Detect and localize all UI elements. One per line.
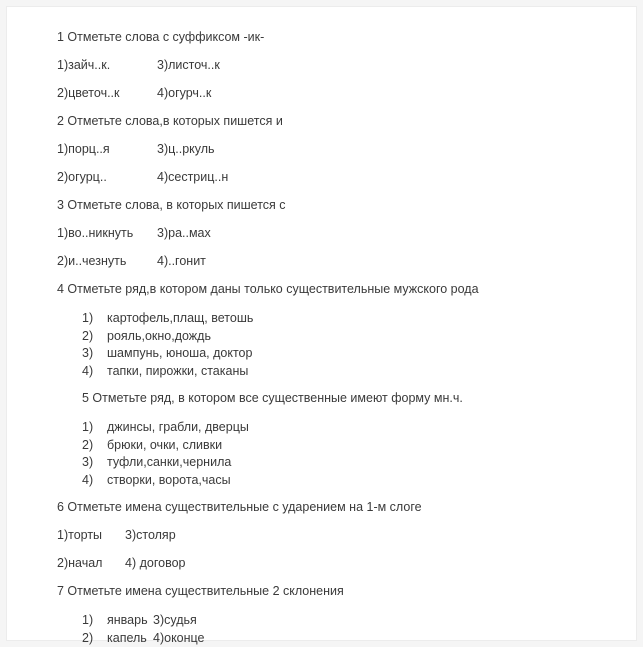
answer-option: 4) договор	[125, 556, 185, 570]
question-5-list	[82, 419, 601, 489]
item-text: январь	[107, 612, 153, 630]
list-item	[82, 328, 601, 346]
answer-option: 4)сестриц..н	[157, 170, 228, 184]
item-number: 2)	[82, 630, 107, 647]
question-1-answers-row-2	[57, 86, 601, 101]
question-2-answers-row-1	[57, 142, 601, 157]
item-text: рояль,окно,дождь	[107, 329, 211, 343]
question-5	[57, 391, 601, 489]
item-number: 3)	[82, 345, 107, 363]
answer-option: 1)зайч..к.	[57, 58, 157, 73]
answer-option: 3)листоч..к	[157, 58, 220, 72]
item-number: 4)	[82, 363, 107, 381]
item-number: 1)	[82, 419, 107, 437]
item-text: створки, ворота,часы	[107, 473, 231, 487]
item-text: шампунь, юноша, доктор	[107, 346, 252, 360]
question-7	[57, 584, 601, 647]
item-text: капель	[107, 630, 153, 647]
question-6-answers-row-1	[57, 528, 601, 543]
question-7-list	[82, 612, 601, 647]
answer-option: 2)и..чезнуть	[57, 254, 157, 269]
answer-option: 1)торты	[57, 528, 125, 543]
question-2-answers-row-2	[57, 170, 601, 185]
question-3-title: 3 Отметьте слова, в которых пишется с	[57, 198, 601, 213]
list-item	[82, 630, 601, 647]
answer-option: 2)цветоч..к	[57, 86, 157, 101]
question-2-title: 2 Отметьте слова,в которых пишется и	[57, 114, 601, 129]
question-3	[57, 198, 601, 269]
item-number: 2)	[82, 437, 107, 455]
question-1-answers-row-1	[57, 58, 601, 73]
answer-option: 4)..гонит	[157, 254, 206, 268]
question-6	[57, 500, 601, 571]
item-text: картофель,плащ, ветошь	[107, 311, 253, 325]
question-7-title: 7 Отметьте имена существительные 2 склонения	[57, 584, 601, 599]
question-4-list	[82, 310, 601, 380]
answer-option: 2)огурц..	[57, 170, 157, 185]
question-6-answers-row-2	[57, 556, 601, 571]
list-item	[82, 612, 601, 630]
question-1-title: 1 Отметьте слова с суффиксом -ик-	[57, 30, 601, 45]
answer-option: 1)во..никнуть	[57, 226, 157, 241]
item-number: 2)	[82, 328, 107, 346]
question-5-title: 5 Отметьте ряд, в котором все существенные имеют форму мн.ч.	[82, 391, 601, 406]
answer-option: 2)начал	[57, 556, 125, 571]
list-item	[82, 437, 601, 455]
item-text: джинсы, грабли, дверцы	[107, 420, 249, 434]
item-number: 1)	[82, 310, 107, 328]
answer-option: 1)порц..я	[57, 142, 157, 157]
question-3-answers-row-1	[57, 226, 601, 241]
item-text: брюки, очки, сливки	[107, 438, 222, 452]
item-text: тапки, пирожки, стаканы	[107, 364, 248, 378]
list-item	[82, 472, 601, 490]
item-text: туфли,санки,чернила	[107, 455, 231, 469]
answer-option: 3)судья	[153, 613, 197, 627]
answer-option: 3)столяр	[125, 528, 176, 542]
list-item	[82, 419, 601, 437]
list-item	[82, 363, 601, 381]
answer-option: 4)огурч..к	[157, 86, 211, 100]
question-1	[57, 30, 601, 101]
list-item	[82, 454, 601, 472]
question-2	[57, 114, 601, 185]
list-item	[82, 345, 601, 363]
item-number: 1)	[82, 612, 107, 630]
question-4-title: 4 Отметьте ряд,в котором даны только существительные мужского рода	[57, 282, 601, 297]
answer-option: 4)оконце	[153, 631, 205, 645]
item-number: 4)	[82, 472, 107, 490]
question-6-title: 6 Отметьте имена существительные с ударением на 1-м слоге	[57, 500, 601, 515]
answer-option: 3)ц..ркуль	[157, 142, 215, 156]
item-number: 3)	[82, 454, 107, 472]
question-4	[57, 282, 601, 380]
test-document-page	[6, 6, 637, 641]
list-item	[82, 310, 601, 328]
answer-option: 3)ра..мах	[157, 226, 211, 240]
question-3-answers-row-2	[57, 254, 601, 269]
